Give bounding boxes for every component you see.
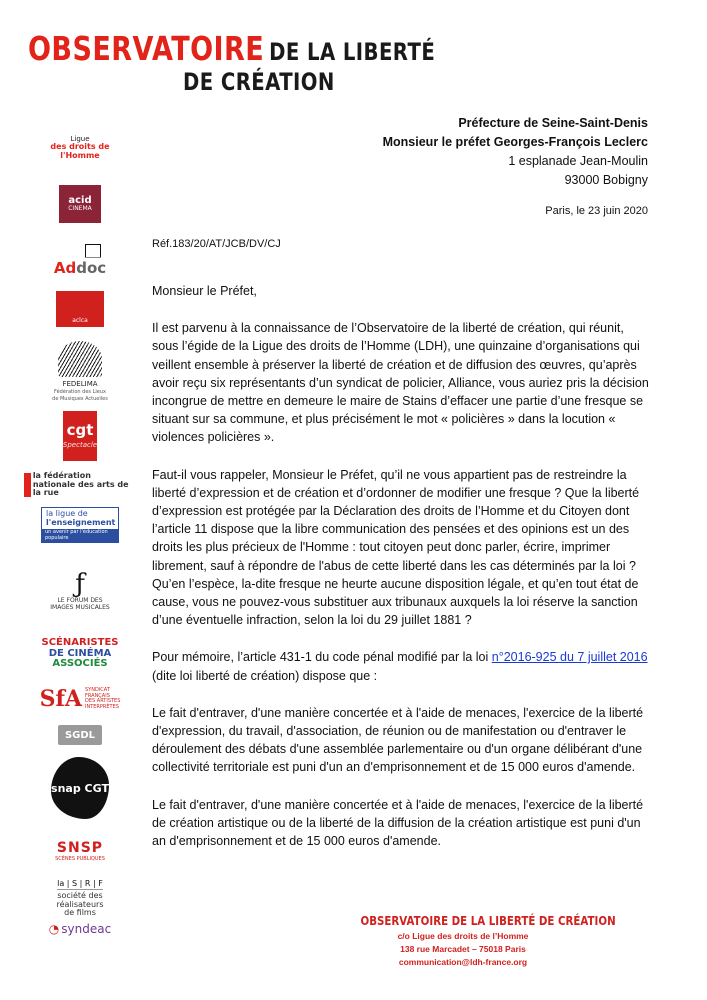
recipient-street: 1 esplanade Jean-Moulin (508, 154, 648, 168)
snsp-logo: SNSP SCÈNES PUBLIQUES (55, 840, 105, 862)
salutation: Monsieur le Préfet, (152, 284, 257, 298)
brand-de-creation: DE CRÉATION (182, 68, 335, 96)
paragraph-2: Faut-il vous rappeler, Monsieur le Préfet, qu’il ne vous appartient pas de restreindre la liberté d’expression et de création et d’ordonner de modifier une fresque ? Que la liberté d’expression est protégée par la Déclaration des droits de l’Homme et du Citoyen dont l’article 11 dispose que la libre communication des pensées et des opinions est un des droits les plus précieux de l'Homme : tout citoyen peut donc parler, écrire, imprimer librement, sauf à répondre de l'abus de cette liberté dans les cas déterminés par la loi ? Qu’en l’espèce, la-dite fresque ne heurte aucune disposition légale, et qu’en tout état de cause, vous ne pouvez-vous substituer aux tribunaux auxquels la loi réserve la sanction d’une éventuelle infraction, selon la loi du 29 juillet 1881 ? (152, 467, 640, 628)
syndeac-swirl-icon: ◔ (48, 922, 60, 936)
letter-body (152, 282, 652, 869)
sgdl-logo: SGDL (30, 723, 130, 747)
snap-cgt-logo: snap CGT (30, 752, 130, 824)
forum-images-musicales-logo: ƒ LE FORUM DES IMAGES MUSICALES (50, 569, 110, 611)
sfa-logo: SfA SYNDICAT FRANÇAIS DES ARTISTES INTERPRÈTES (39, 686, 121, 712)
recipient-city: 93000 Bobigny (564, 173, 648, 187)
aclca-logo: aclca (30, 290, 130, 328)
footer-address-line-2: 138 rue Marcadet – 75018 Paris (400, 944, 526, 954)
recipient-name: Monsieur le préfet Georges-François Leclerc (382, 135, 648, 149)
brand-de-la-liberte: DE LA LIBERTÉ (269, 38, 436, 66)
fedelima-logo: FEDELIMA Fédération des Lieux de Musiques Actuelles (30, 338, 130, 404)
lsrf-logo: la | S | R | F société des réalisateurs de films (56, 878, 104, 918)
paragraph-1: Il est parvenu à la connaissance de l’Observatoire de la liberté de création, qui réunit, sous l’égide de la Ligue des droits de l’Homme (LDH), une quinzaine d’organisations qui veillent ensemble à préserver la liberté de création et de diffusion des œuvres, qu’après avoir reçu six représentants d’un syndicat de policier, Alliance, vous auriez pris la décision incongrue de mettre en demeure le maire de Stains d’effacer une partie d’une fresque se situant sur sa commune, et plus précisément le mot « policières » dans la locution « violences policières ». (152, 321, 649, 445)
brand-observatoire: OBSERVATOIRE (28, 29, 265, 68)
flag-icon (85, 244, 101, 258)
letter-date: Paris, le 23 juin 2020 (545, 205, 648, 217)
footer (338, 913, 616, 967)
cgt-spectacle-logo: cgt Spectacle (30, 410, 130, 462)
recipient-address (383, 114, 648, 190)
footer-name: OBSERVATOIRE DE LA LIBERTÉ DE CRÉATION (360, 913, 616, 928)
scenaristes-logo: SCÉNARISTES DE CINÉMA ASSOCIÉS (41, 637, 119, 670)
ldh-logo: Ligue des droits de l'Homme (50, 134, 110, 160)
addoc-logo: Addoc (30, 240, 130, 280)
syndeac-logo: ◔ syndeac (48, 922, 112, 936)
law-link[interactable]: n°2016-925 du 7 juillet 2016 (491, 650, 648, 665)
footer-email: communication@ldh-france.org (398, 957, 528, 967)
footer-address-line-1: c/o Ligue des droits de l’Homme (397, 931, 529, 941)
ligue-enseignement-logo: la ligue de l'enseignement un avenir par l'éducation populaire (30, 510, 130, 540)
fnar-logo: la fédération nationale des arts de la rue (24, 472, 139, 498)
recipient-prefecture: Préfecture de Seine-Saint-Denis (458, 116, 648, 130)
paragraph-4: Le fait d'entraver, d'une manière concertée et à l'aide de menaces, l'exercice de la liberté d'expression, du travail, d'association, de réunion ou de manifestation ou d'entraver le déroulement des débats d'une assemblée parlementaire ou d'un organe délibérant d'une collectivité territoriale est puni d'un an d'emprisonnement et de 15 000 euros d'amende. (152, 705, 644, 775)
paragraph-5: Le fait d'entraver, d'une manière concertée et à l'aide de menaces, l'exercice de la liberté de création artistique ou de la liberté de la diffusion de la création artistique est puni d'un an d'emprisonnement et de 15 000 euros d'amende. (152, 797, 644, 849)
clef-icon: ƒ (75, 569, 85, 599)
fedelima-mark-icon (58, 341, 102, 377)
header-logo (28, 29, 436, 96)
paragraph-3: Pour mémoire, l’article 431-1 du code pénal modifié par la loi n°2016-925 du 7 juillet 2016 (dite loi liberté de création) dispose que : (152, 650, 648, 683)
letter-reference: Réf.183/20/AT/JCB/DV/CJ (152, 238, 281, 250)
fnar-bar-icon (24, 473, 31, 497)
acid-logo: acid CINEMA (30, 184, 130, 224)
